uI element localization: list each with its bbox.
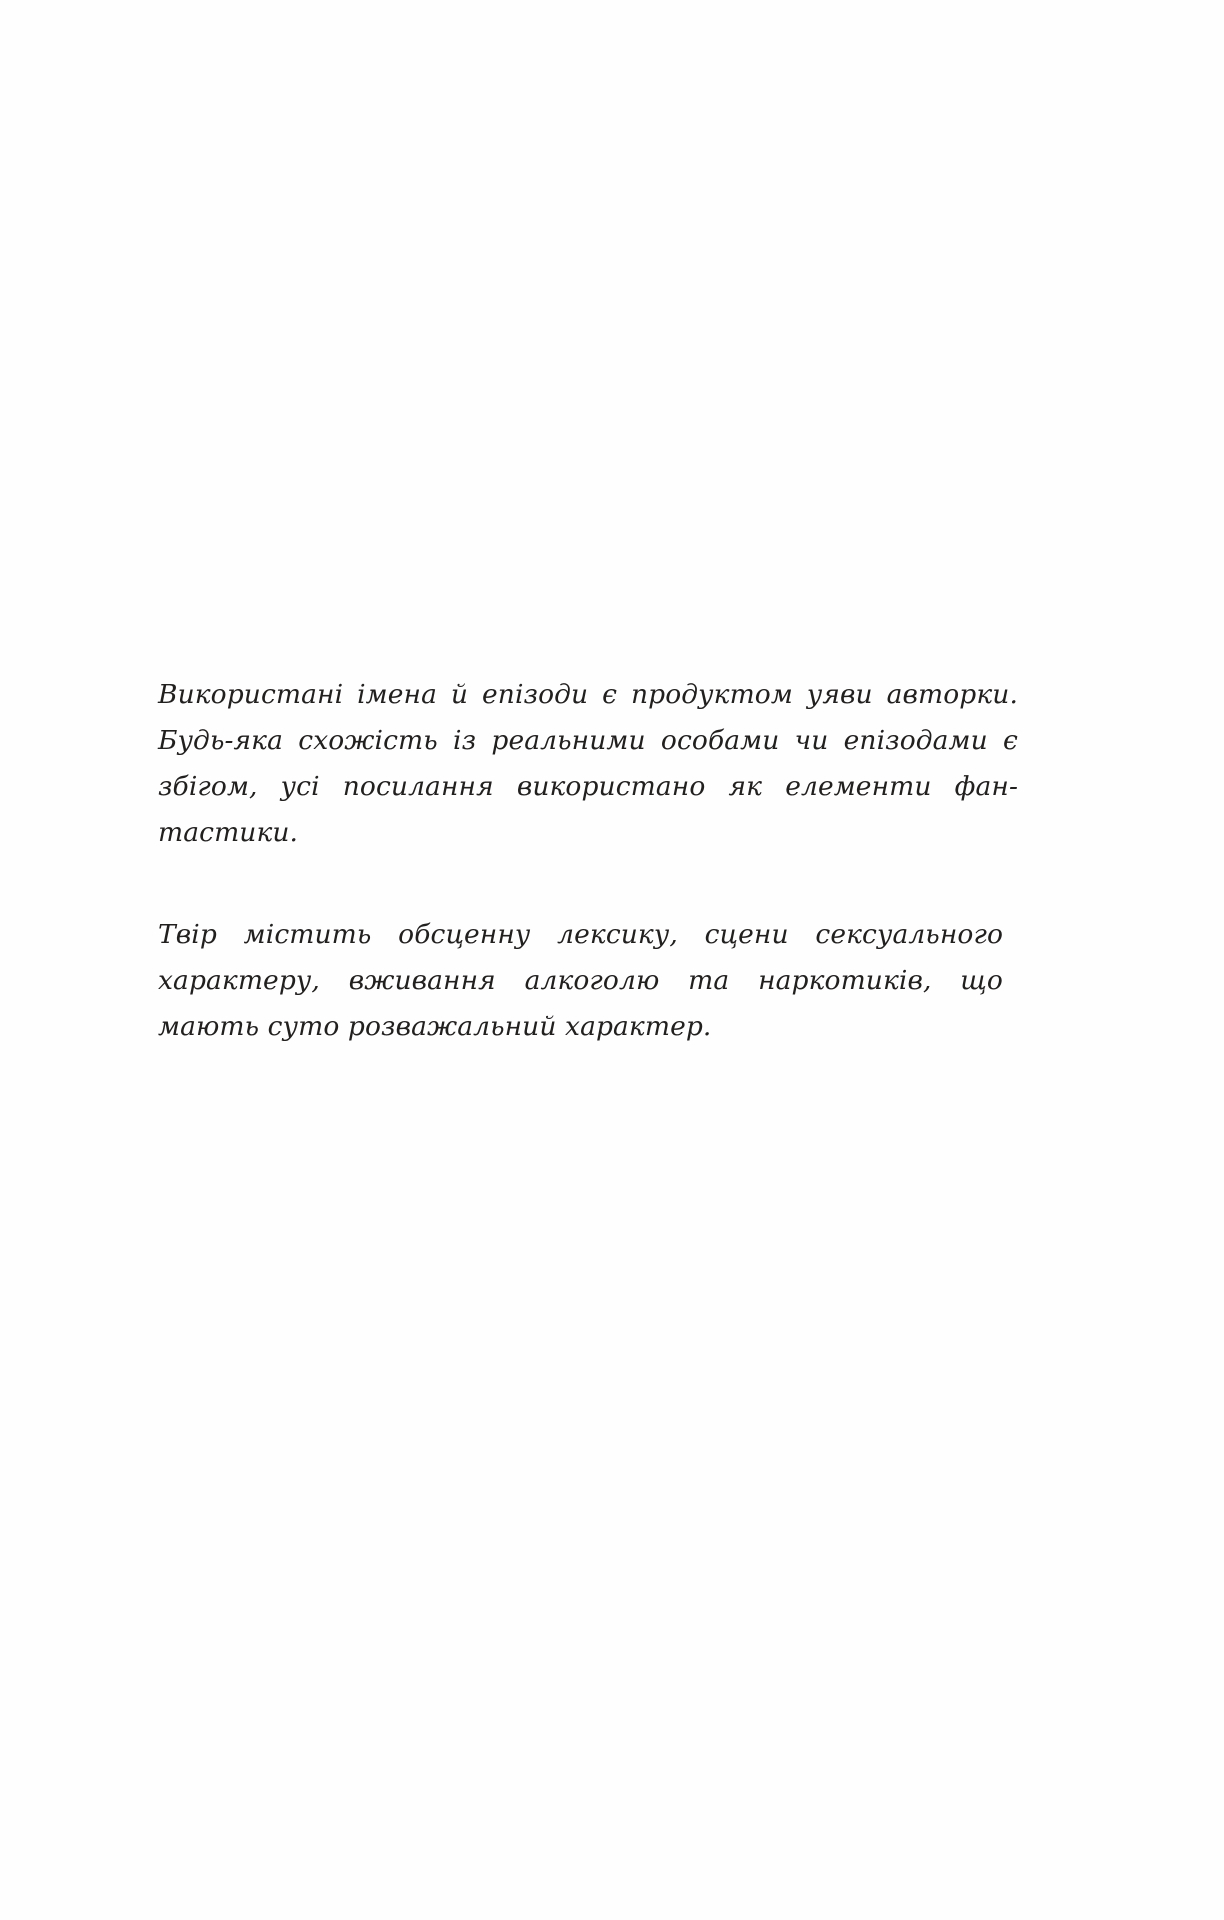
disclaimer-text-block bbox=[158, 672, 1018, 1050]
content-warning-paragraph: Твір містить обсценну лексику, сцени сексуального характеру, вживання алкоголю та наркотиків, що мають суто розважальний характер. bbox=[158, 919, 1003, 1042]
fiction-disclaimer-paragraph: Використані імена й епізоди є продуктом уяви авторки. Будь-яка схожість із реальними особами чи епізодами є збігом, усі посилання використано як елементи фан-тастики. bbox=[158, 679, 1018, 848]
